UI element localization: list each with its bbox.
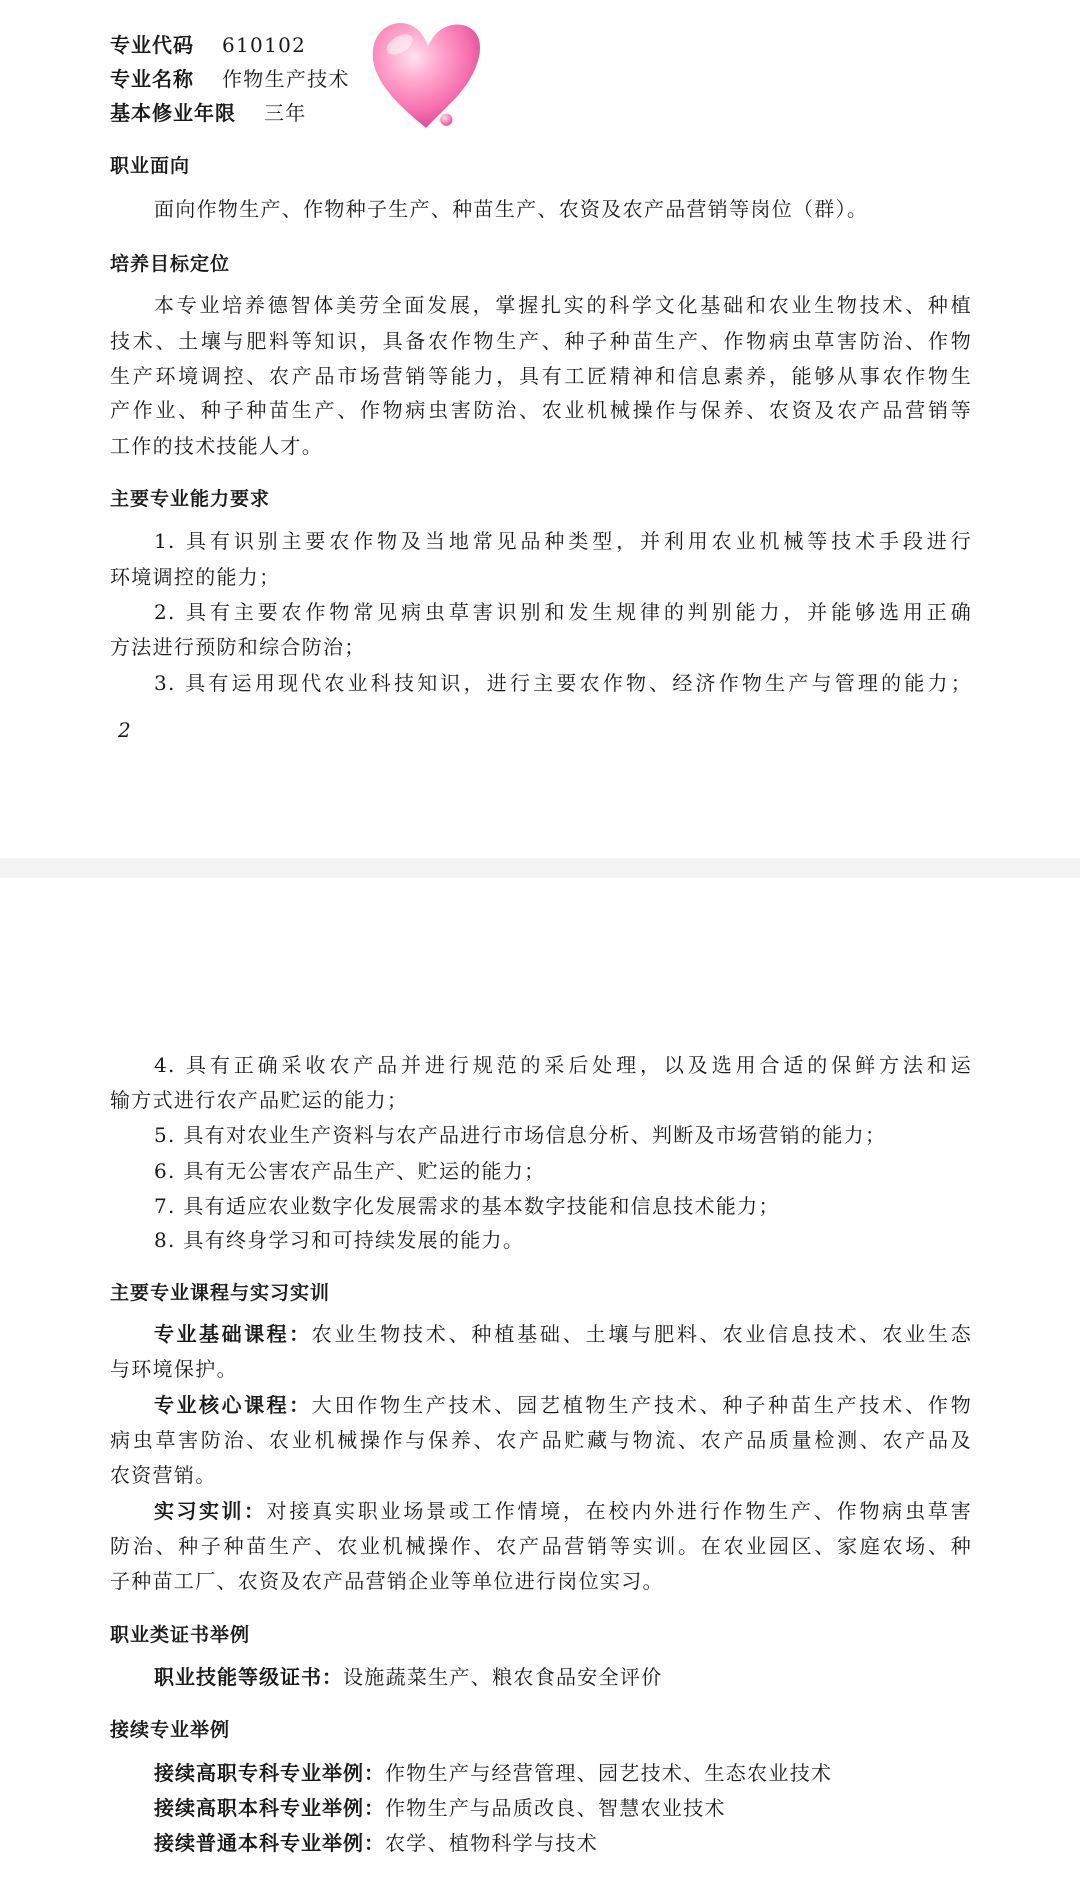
info-label: 专业名称 xyxy=(110,67,194,91)
practice-line: 防治、种子种苗生产、农业机械操作、农产品营销等实训。在农业园区、家庭农场、种 xyxy=(110,1534,972,1558)
ability-line: 输方式进行农产品贮运的能力； xyxy=(110,1088,409,1112)
further-study-text: 作物生产与品质改良、智慧农业技术 xyxy=(385,1796,726,1820)
ability-line: 8. 具有终身学习和可持续发展的能力。 xyxy=(154,1228,525,1252)
heading-goal: 培养目标定位 xyxy=(110,253,231,275)
further-study-label: 接续高职本科专业举例： xyxy=(154,1796,385,1820)
further-study-label: 接续高职专科专业举例： xyxy=(154,1761,385,1785)
ability-line: 7. 具有适应农业数字化发展需求的基本数字技能和信息技术能力； xyxy=(154,1194,780,1218)
further-study-line xyxy=(154,1758,972,1788)
basic-courses-line xyxy=(154,1319,972,1349)
goal-line: 工作的技术技能人才。 xyxy=(110,434,323,458)
core-courses-line: 农资营销。 xyxy=(110,1463,217,1487)
page-2-sheet xyxy=(0,878,1080,1879)
further-study-label: 接续普通本科专业举例： xyxy=(154,1831,385,1855)
basic-courses-text: 农业生物技术、种植基础、土壤与肥料、农业信息技术、农业生态 xyxy=(311,1322,973,1346)
career-text: 面向作物生产、作物种子生产、种苗生产、农资及农产品营销等岗位（群）。 xyxy=(154,197,869,221)
heading-further-study: 接续专业举例 xyxy=(110,1719,231,1741)
ability-line: 6. 具有无公害农产品生产、贮运的能力； xyxy=(154,1159,546,1183)
pink-heart-sticker-icon xyxy=(365,14,487,136)
info-study-years xyxy=(110,98,972,128)
practice-line xyxy=(154,1496,972,1526)
ability-line: 5. 具有对农业生产资料与农产品进行市场信息分析、判断及市场营销的能力； xyxy=(154,1123,887,1147)
info-label: 专业代码 xyxy=(110,33,194,57)
goal-line: 生产环境调控、农产品市场营销等能力，具有工匠精神和信息素养，能够从事农作物生 xyxy=(110,364,972,388)
page-number: 2 xyxy=(118,718,131,742)
basic-courses-line: 与环境保护。 xyxy=(110,1357,238,1381)
further-study-line xyxy=(154,1828,972,1858)
goal-line: 技术、土壤与肥料等知识，具备农作物生产、种子种苗生产、作物病虫草害防治、作物 xyxy=(110,329,972,353)
ability-line: 3. 具有运用现代农业科技知识，进行主要农作物、经济作物生产与管理的能力； xyxy=(154,671,972,695)
heading-courses: 主要专业课程与实习实训 xyxy=(110,1282,331,1304)
certificate-text: 设施蔬菜生产、粮农食品安全评价 xyxy=(343,1665,663,1689)
ability-line: 1. 具有识别主要农作物及当地常见品种类型，并利用农业机械等技术手段进行 xyxy=(154,529,972,553)
info-major-code xyxy=(110,30,972,60)
info-label: 基本修业年限 xyxy=(110,101,236,125)
info-major-name xyxy=(110,64,972,94)
basic-courses-label: 专业基础课程： xyxy=(154,1322,312,1346)
document-page-2 xyxy=(0,878,1080,1879)
info-value: 三年 xyxy=(264,101,307,125)
practice-line: 子种苗工厂、农资及农产品营销企业等单位进行岗位实习。 xyxy=(110,1569,664,1593)
document-page-1 xyxy=(0,0,1080,858)
certificate-line xyxy=(154,1662,972,1692)
core-courses-line: 病虫草害防治、农业机械操作与保养、农产品贮藏与物流、农产品质量检测、农产品及 xyxy=(110,1428,972,1452)
heading-career: 职业面向 xyxy=(110,155,191,177)
certificate-label: 职业技能等级证书： xyxy=(154,1665,343,1689)
further-study-text: 作物生产与经营管理、园艺技术、生态农业技术 xyxy=(385,1761,833,1785)
further-study-text: 农学、植物科学与技术 xyxy=(385,1831,598,1855)
heading-certificates: 职业类证书举例 xyxy=(110,1624,251,1646)
ability-line: 4. 具有正确采收农产品并进行规范的采后处理，以及选用合适的保鲜方法和运 xyxy=(154,1053,972,1077)
core-courses-label: 专业核心课程： xyxy=(154,1393,312,1417)
ability-line: 2. 具有主要农作物常见病虫草害识别和发生规律的判别能力，并能够选用正确 xyxy=(154,600,972,624)
goal-line: 本专业培养德智体美劳全面发展，掌握扎实的科学文化基础和农业生物技术、种植 xyxy=(154,293,972,317)
goal-line: 产作业、种子种苗生产、作物病虫害防治、农业机械操作与保养、农资及农产品营销等 xyxy=(110,398,972,422)
info-value: 610102 xyxy=(222,33,307,57)
practice-label: 实习实训： xyxy=(154,1499,267,1523)
info-value: 作物生产技术 xyxy=(222,67,350,91)
further-study-line xyxy=(154,1793,972,1823)
practice-text: 对接真实职业场景或工作情境，在校内外进行作物生产、作物病虫草害 xyxy=(266,1499,972,1523)
ability-line: 环境调控的能力； xyxy=(110,565,281,589)
ability-line: 方法进行预防和综合防治； xyxy=(110,635,366,659)
heading-ability: 主要专业能力要求 xyxy=(110,488,271,510)
core-courses-line xyxy=(154,1390,972,1420)
page-1-sheet xyxy=(0,0,1080,858)
core-courses-text: 大田作物生产技术、园艺植物生产技术、种子种苗生产技术、作物 xyxy=(311,1393,973,1417)
